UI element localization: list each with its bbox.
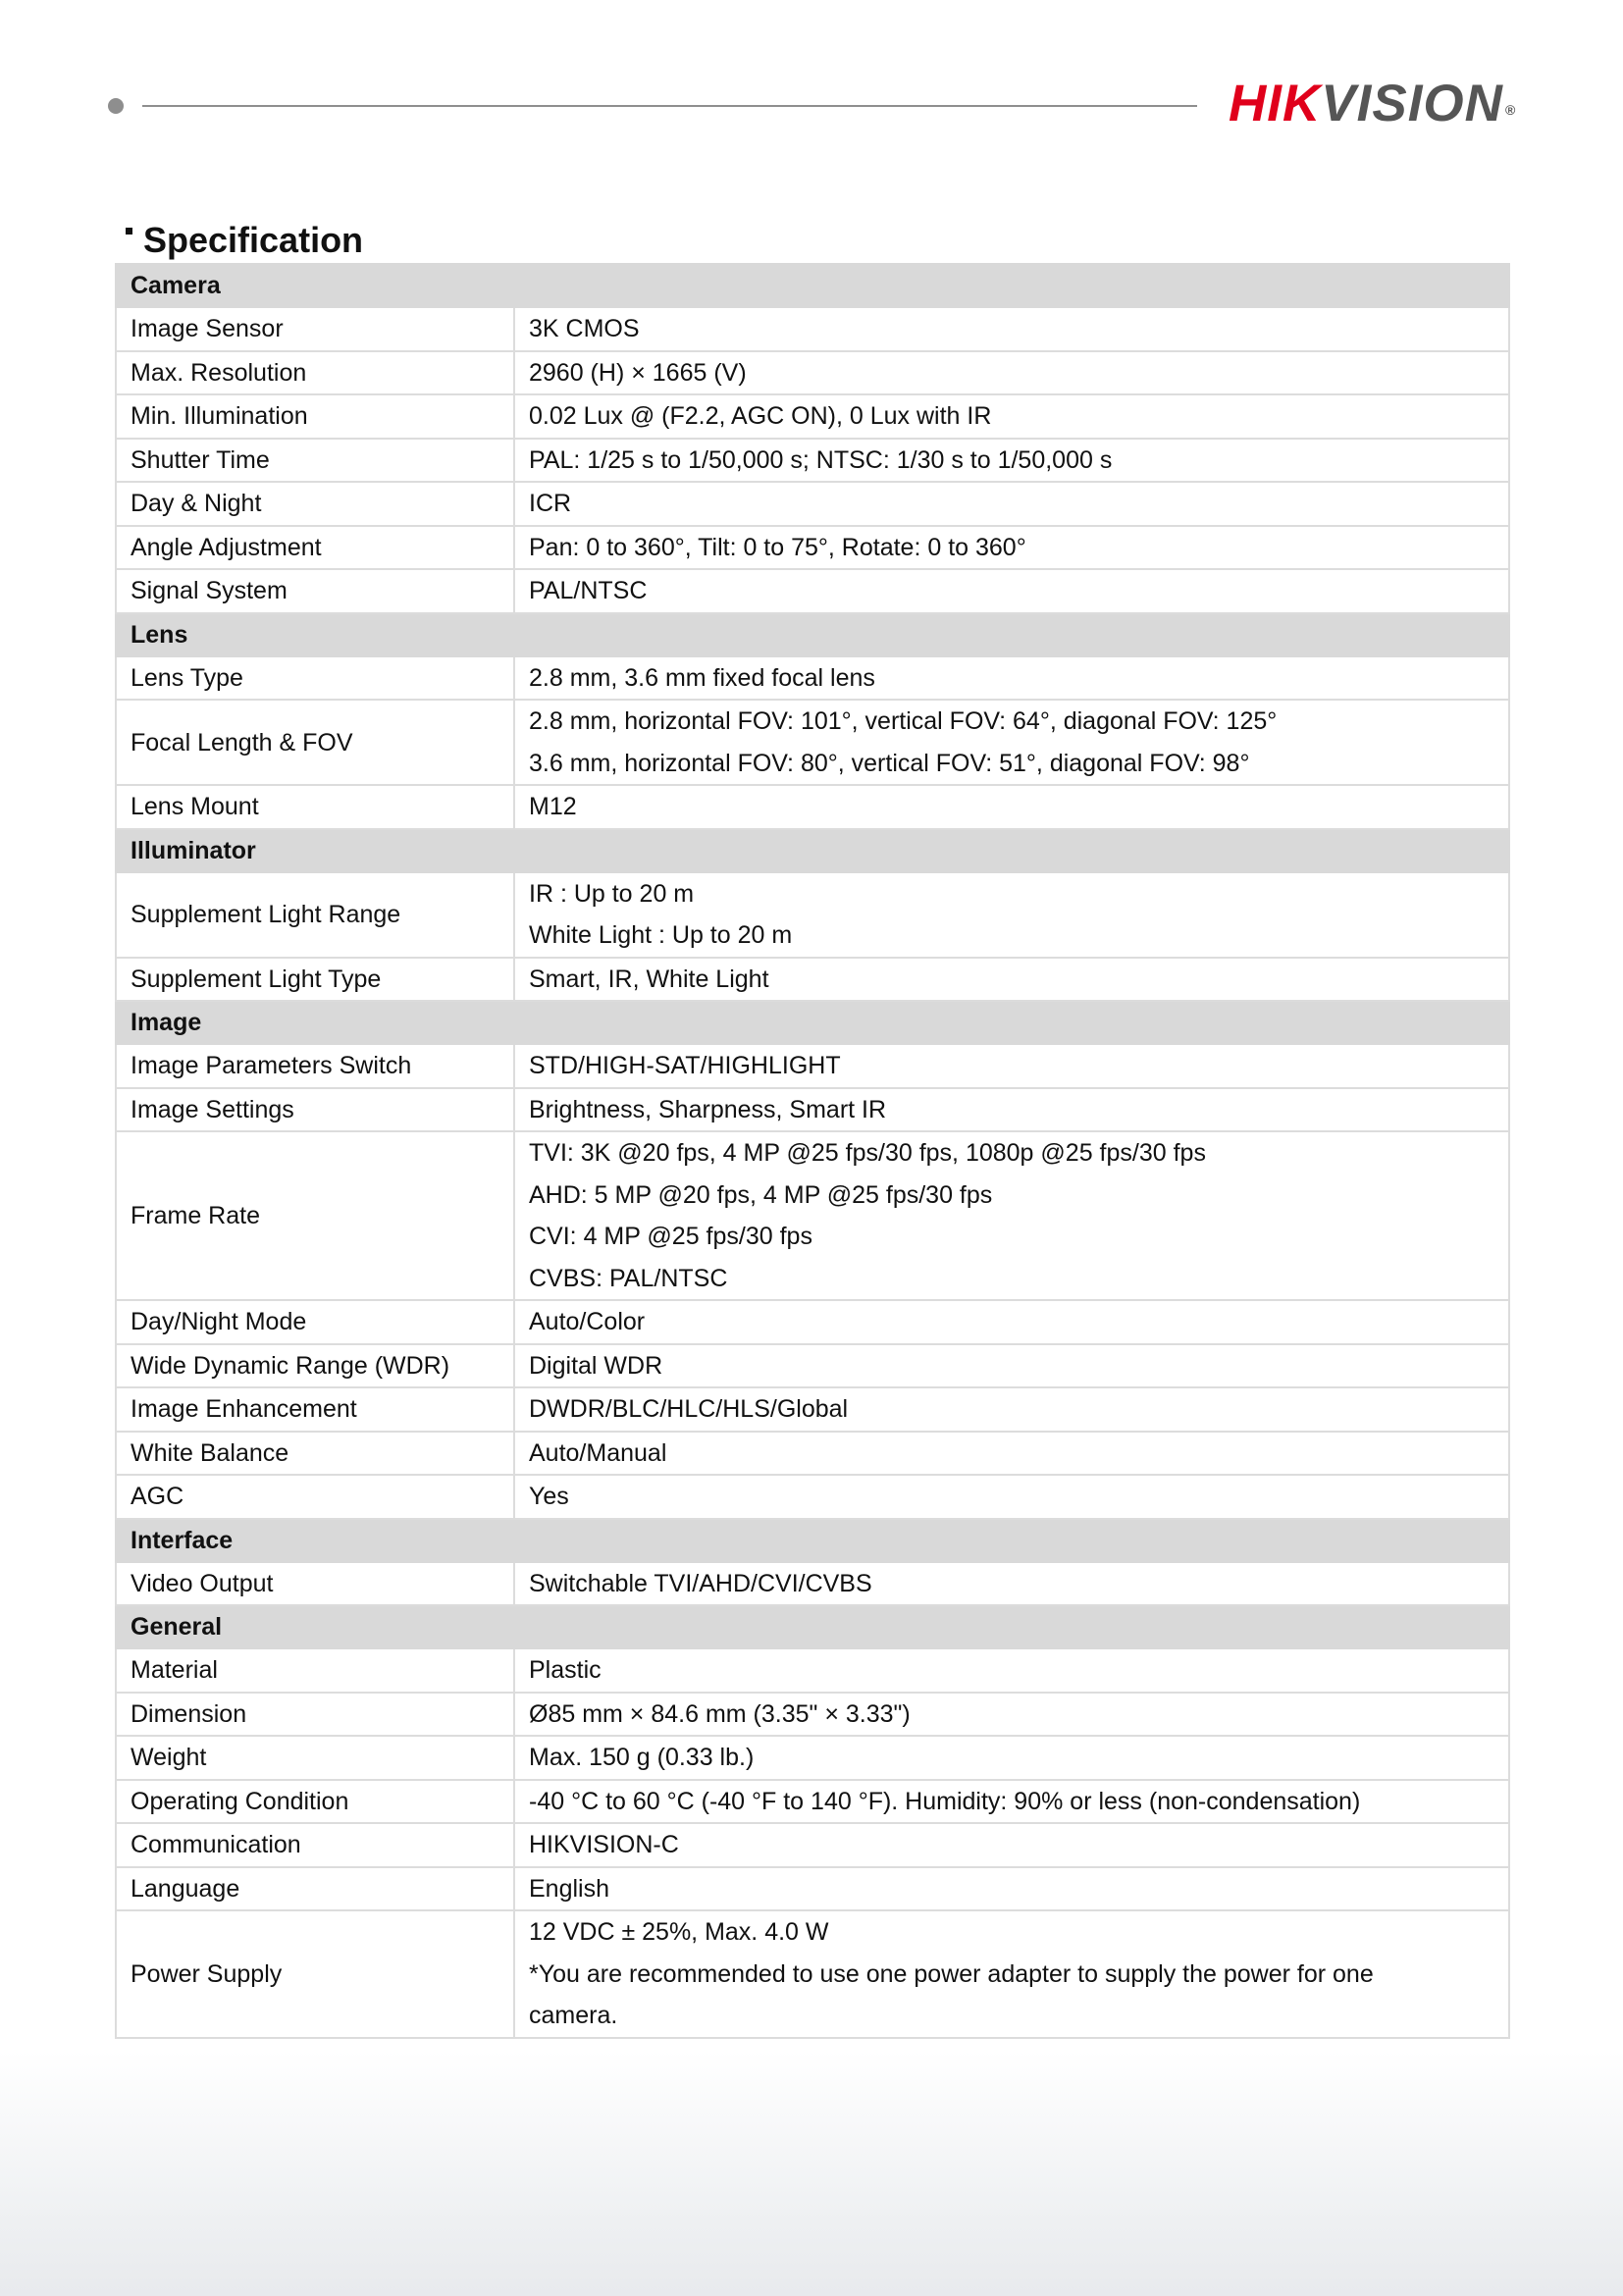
spec-label: Video Output bbox=[116, 1562, 514, 1606]
table-row bbox=[116, 785, 1509, 829]
spec-value bbox=[514, 1131, 1509, 1300]
spec-value-line: Yes bbox=[529, 1483, 569, 1510]
spec-label: Wide Dynamic Range (WDR) bbox=[116, 1344, 514, 1388]
section-header-row bbox=[116, 1001, 1509, 1044]
spec-value bbox=[514, 569, 1509, 613]
table-row bbox=[116, 1823, 1509, 1867]
spec-value bbox=[514, 1648, 1509, 1693]
table-row bbox=[116, 1300, 1509, 1344]
spec-value-line: CVBS: PAL/NTSC bbox=[529, 1264, 728, 1292]
spec-value-line: Auto/Manual bbox=[529, 1438, 667, 1467]
table-row bbox=[116, 1044, 1509, 1088]
spec-value-line: TVI: 3K @20 fps, 4 MP @25 fps/30 fps, 1080p @25 fps/30 fps bbox=[529, 1139, 1206, 1167]
spec-label: Supplement Light Range bbox=[116, 872, 514, 958]
title-bullet-icon bbox=[126, 228, 132, 235]
spec-value-line: 2.8 mm, 3.6 mm fixed focal lens bbox=[529, 663, 875, 692]
table-row bbox=[116, 394, 1509, 439]
spec-value-line: Plastic bbox=[529, 1656, 602, 1684]
spec-value-line: 2960 (H) × 1665 (V) bbox=[529, 358, 747, 387]
spec-label: AGC bbox=[116, 1475, 514, 1519]
spec-label: Operating Condition bbox=[116, 1780, 514, 1824]
spec-value-line: White Light : Up to 20 m bbox=[529, 921, 793, 949]
logo-registered-mark: ® bbox=[1504, 102, 1517, 118]
section-header-row bbox=[116, 613, 1509, 656]
spec-label: Image Parameters Switch bbox=[116, 1044, 514, 1088]
spec-value bbox=[514, 1693, 1509, 1737]
spec-label: Lens Type bbox=[116, 656, 514, 701]
spec-value bbox=[514, 958, 1509, 1002]
section-header-row bbox=[116, 264, 1509, 307]
spec-value bbox=[514, 1300, 1509, 1344]
table-row bbox=[116, 1780, 1509, 1824]
table-row bbox=[116, 1910, 1509, 2038]
spec-value bbox=[514, 526, 1509, 570]
spec-value-line: 3K CMOS bbox=[529, 315, 640, 342]
page-title-text: Specification bbox=[143, 220, 364, 260]
table-row bbox=[116, 872, 1509, 958]
spec-label: Max. Resolution bbox=[116, 351, 514, 395]
spec-value-line: Smart, IR, White Light bbox=[529, 965, 769, 993]
table-row bbox=[116, 1693, 1509, 1737]
spec-label: Focal Length & FOV bbox=[116, 700, 514, 785]
table-row bbox=[116, 1867, 1509, 1911]
table-row bbox=[116, 1344, 1509, 1388]
spec-value bbox=[514, 785, 1509, 829]
spec-value bbox=[514, 1344, 1509, 1388]
spec-label: Shutter Time bbox=[116, 439, 514, 483]
spec-label: Dimension bbox=[116, 1693, 514, 1737]
spec-label: Image Enhancement bbox=[116, 1387, 514, 1432]
spec-value-line: *You are recommended to use one power adapter to supply the power for one bbox=[529, 1959, 1374, 1988]
spec-value bbox=[514, 1475, 1509, 1519]
spec-label: Material bbox=[116, 1648, 514, 1693]
spec-value-line: English bbox=[529, 1874, 609, 1903]
spec-value bbox=[514, 439, 1509, 483]
spec-value bbox=[514, 482, 1509, 526]
spec-label: Min. Illumination bbox=[116, 394, 514, 439]
spec-value bbox=[514, 700, 1509, 785]
section-header: Lens bbox=[116, 613, 1509, 656]
table-row bbox=[116, 1387, 1509, 1432]
spec-value-line: Auto/Color bbox=[529, 1308, 646, 1335]
spec-value bbox=[514, 1562, 1509, 1606]
spec-value bbox=[514, 307, 1509, 351]
section-header-row bbox=[116, 1605, 1509, 1648]
spec-label: Lens Mount bbox=[116, 785, 514, 829]
page-title bbox=[126, 218, 363, 263]
spec-value bbox=[514, 872, 1509, 958]
spec-value bbox=[514, 656, 1509, 701]
page-background-fade bbox=[0, 2051, 1623, 2296]
spec-label: Day/Night Mode bbox=[116, 1300, 514, 1344]
spec-value-line: HIKVISION-C bbox=[529, 1831, 679, 1858]
table-row bbox=[116, 1432, 1509, 1476]
logo-text-vision: VISION bbox=[1321, 75, 1503, 132]
header-rule bbox=[142, 105, 1197, 107]
spec-value-line: STD/HIGH-SAT/HIGHLIGHT bbox=[529, 1052, 841, 1079]
spec-label: Frame Rate bbox=[116, 1131, 514, 1300]
spec-value bbox=[514, 394, 1509, 439]
spec-label: Day & Night bbox=[116, 482, 514, 526]
specification-table bbox=[115, 263, 1510, 2039]
spec-value-line: DWDR/BLC/HLC/HLS/Global bbox=[529, 1395, 849, 1423]
table-row bbox=[116, 439, 1509, 483]
spec-value bbox=[514, 1432, 1509, 1476]
table-row bbox=[116, 1088, 1509, 1132]
spec-value-line: PAL: 1/25 s to 1/50,000 s; NTSC: 1/30 s to 1/50,000 s bbox=[529, 445, 1113, 474]
spec-value bbox=[514, 1823, 1509, 1867]
table-row bbox=[116, 482, 1509, 526]
table-row bbox=[116, 526, 1509, 570]
table-row bbox=[116, 1562, 1509, 1606]
table-row bbox=[116, 656, 1509, 701]
table-row bbox=[116, 307, 1509, 351]
table-row bbox=[116, 569, 1509, 613]
spec-label: Power Supply bbox=[116, 1910, 514, 2038]
hikvision-logo bbox=[1229, 75, 1516, 133]
spec-value-line: 2.8 mm, horizontal FOV: 101°, vertical FOV: 64°, diagonal FOV: 125° bbox=[529, 707, 1278, 735]
spec-value-line: 3.6 mm, horizontal FOV: 80°, vertical FOV: 51°, diagonal FOV: 98° bbox=[529, 749, 1250, 777]
spec-value-line: Digital WDR bbox=[529, 1351, 663, 1380]
spec-value-line: -40 °C to 60 °C (-40 °F to 140 °F). Humidity: 90% or less (non-condensation) bbox=[529, 1787, 1361, 1815]
section-header: Illuminator bbox=[116, 829, 1509, 872]
spec-value-line: Max. 150 g (0.33 lb.) bbox=[529, 1744, 755, 1771]
spec-value-line: M12 bbox=[529, 793, 577, 820]
spec-label: White Balance bbox=[116, 1432, 514, 1476]
table-row bbox=[116, 1736, 1509, 1780]
spec-label: Weight bbox=[116, 1736, 514, 1780]
section-header: General bbox=[116, 1605, 1509, 1648]
spec-label: Supplement Light Type bbox=[116, 958, 514, 1002]
table-row bbox=[116, 351, 1509, 395]
spec-value-line: Switchable TVI/AHD/CVI/CVBS bbox=[529, 1569, 872, 1597]
spec-value-line: ICR bbox=[529, 490, 572, 517]
spec-label: Image Settings bbox=[116, 1088, 514, 1132]
spec-value-line: camera. bbox=[529, 2002, 618, 2029]
logo-text-hik: HIK bbox=[1229, 75, 1322, 132]
spec-value bbox=[514, 1910, 1509, 2038]
spec-value-line: AHD: 5 MP @20 fps, 4 MP @25 fps/30 fps bbox=[529, 1180, 993, 1209]
spec-value-line: Ø85 mm × 84.6 mm (3.35" × 3.33") bbox=[529, 1699, 911, 1728]
header-dot bbox=[108, 98, 124, 114]
spec-value-line: IR : Up to 20 m bbox=[529, 879, 695, 908]
table-row bbox=[116, 1475, 1509, 1519]
table-row bbox=[116, 700, 1509, 785]
spec-value-line: PAL/NTSC bbox=[529, 577, 648, 604]
spec-label: Angle Adjustment bbox=[116, 526, 514, 570]
spec-value-line: 12 VDC ± 25%, Max. 4.0 W bbox=[529, 1918, 829, 1946]
table-row bbox=[116, 1648, 1509, 1693]
table-row bbox=[116, 1131, 1509, 1300]
spec-value-line: Pan: 0 to 360°, Tilt: 0 to 75°, Rotate: 0 to 360° bbox=[529, 533, 1026, 561]
spec-value bbox=[514, 351, 1509, 395]
spec-value bbox=[514, 1387, 1509, 1432]
spec-value-line: Brightness, Sharpness, Smart IR bbox=[529, 1095, 887, 1123]
spec-label: Language bbox=[116, 1867, 514, 1911]
spec-label: Communication bbox=[116, 1823, 514, 1867]
section-header-row bbox=[116, 829, 1509, 872]
section-header: Interface bbox=[116, 1519, 1509, 1562]
spec-label: Signal System bbox=[116, 569, 514, 613]
section-header: Camera bbox=[116, 264, 1509, 307]
spec-value bbox=[514, 1780, 1509, 1824]
section-header: Image bbox=[116, 1001, 1509, 1044]
spec-value-line: CVI: 4 MP @25 fps/30 fps bbox=[529, 1223, 812, 1250]
spec-value bbox=[514, 1088, 1509, 1132]
spec-value bbox=[514, 1736, 1509, 1780]
section-header-row bbox=[116, 1519, 1509, 1562]
specification-table-body bbox=[116, 264, 1509, 2038]
spec-value bbox=[514, 1044, 1509, 1088]
table-row bbox=[116, 958, 1509, 1002]
spec-label: Image Sensor bbox=[116, 307, 514, 351]
spec-value bbox=[514, 1867, 1509, 1911]
spec-value-line: 0.02 Lux @ (F2.2, AGC ON), 0 Lux with IR bbox=[529, 402, 992, 430]
